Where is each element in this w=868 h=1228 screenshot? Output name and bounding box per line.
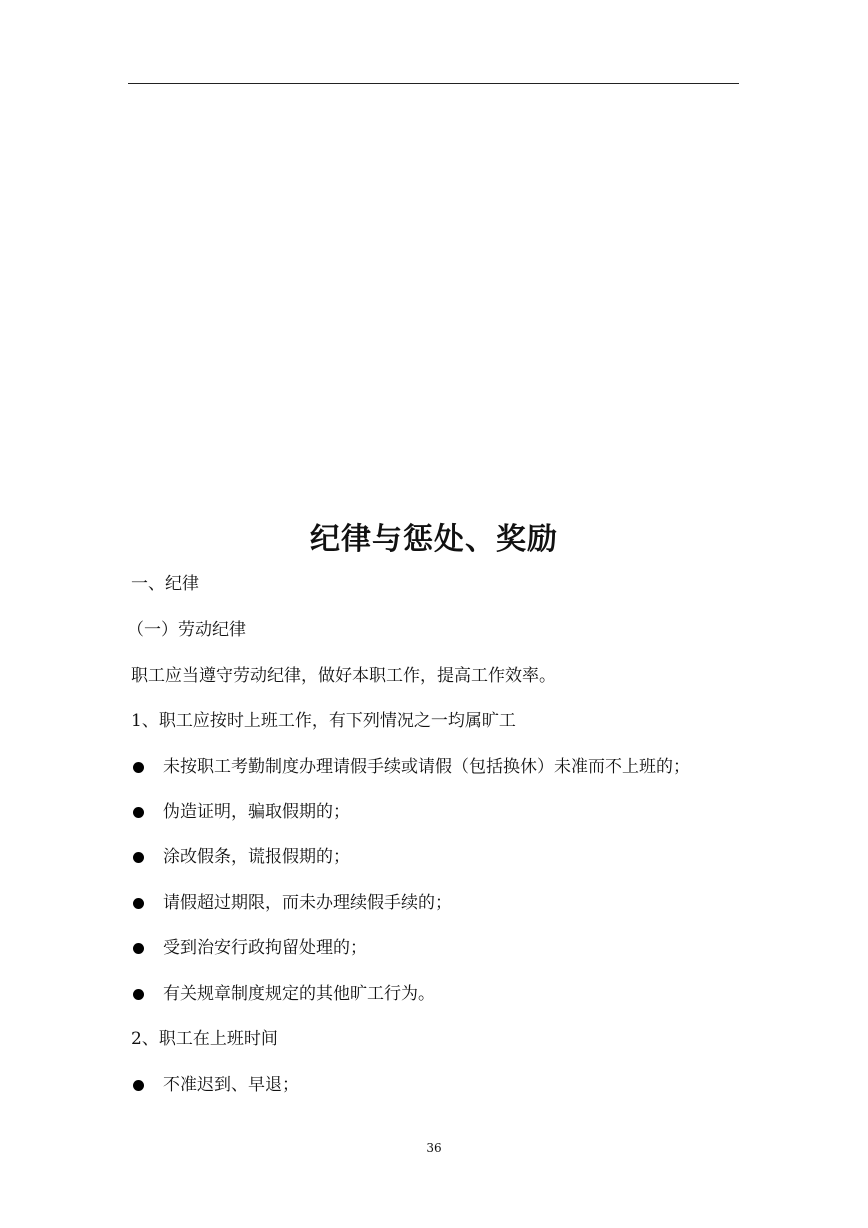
list-item-text: 伪造证明，骗取假期的； <box>163 802 350 822</box>
bullet-icon <box>133 852 144 863</box>
list-item-text: 不准迟到、早退； <box>163 1075 299 1095</box>
bullet-icon <box>133 762 144 773</box>
list-item-text: 请假超过期限，而未办理续假手续的； <box>163 893 452 913</box>
list-item-text: 有关规章制度规定的其他旷工行为。 <box>163 984 435 1004</box>
item-1-heading: 1、职工应按时上班工作，有下列情况之一均属旷工 <box>131 711 516 731</box>
bullet-icon <box>133 943 144 954</box>
header-rule <box>128 83 739 84</box>
page-title: 纪律与惩处、奖励 <box>310 522 558 557</box>
subsection-heading: （一）劳动纪律 <box>127 620 246 640</box>
bullet-icon <box>133 1080 144 1091</box>
list-item-text: 未按职工考勤制度办理请假手续或请假（包括换休）未准而不上班的； <box>163 757 690 777</box>
bullet-icon <box>133 989 144 1000</box>
intro-paragraph: 职工应当遵守劳动纪律，做好本职工作，提高工作效率。 <box>131 666 556 686</box>
list-item-text: 受到治安行政拘留处理的； <box>163 938 367 958</box>
item-2-heading: 2、职工在上班时间 <box>131 1029 278 1049</box>
page-number: 36 <box>426 1141 442 1155</box>
bullet-icon <box>133 807 144 818</box>
bullet-icon <box>133 898 144 909</box>
list-item-text: 涂改假条，谎报假期的； <box>163 847 350 867</box>
section-heading: 一、纪律 <box>131 574 199 594</box>
